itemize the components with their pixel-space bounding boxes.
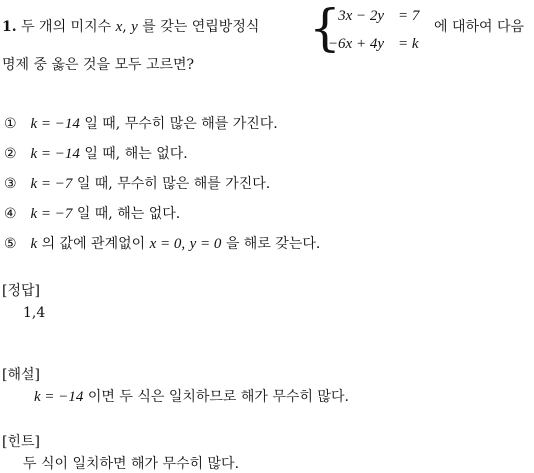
eq2-right: = k — [398, 36, 419, 52]
choice-text: 일 때, 해는 없다. — [76, 206, 181, 222]
answer-label: [정답] — [2, 283, 40, 299]
choice-4 — [4, 205, 180, 223]
choice-marker: ③ — [4, 176, 17, 192]
choice-condition: k = −7 — [30, 176, 73, 192]
answer-value: 1,4 — [23, 305, 46, 321]
problem-number: 1. — [2, 19, 17, 35]
choice-variable: k — [30, 236, 38, 252]
choice-2 — [4, 145, 188, 163]
stem-text-2: 를 갖는 연립방정식 — [142, 19, 260, 35]
choice-5 — [4, 235, 320, 253]
choice-marker: ② — [4, 146, 17, 162]
explanation-label: [해설] — [2, 367, 40, 383]
var-y: y — [131, 19, 138, 35]
explanation-text: 이면 두 식은 일치하므로 해가 무수히 많다. — [87, 389, 349, 405]
choice-condition: k = −14 — [30, 116, 80, 132]
problem-stem-line2: 명제 중 옳은 것을 모두 고르면? — [2, 57, 195, 73]
eq2-left: −6x + 4y — [327, 36, 384, 52]
choice-text: 일 때, 무수히 많은 해를 가진다. — [84, 116, 278, 132]
explanation-body — [34, 388, 349, 406]
eq1-right: = 7 — [398, 8, 420, 24]
var-x: x — [115, 19, 123, 35]
stem-text-3: 에 대하여 다음 — [434, 19, 525, 35]
hint-label: [힌트] — [2, 434, 40, 450]
hint-text: 두 식이 일치하면 해가 무수히 많다. — [23, 456, 240, 472]
choice-condition: k = −14 — [30, 146, 80, 162]
eq1-left: 3x − 2y — [338, 8, 384, 24]
choice-condition-b: y = 0 — [189, 236, 222, 252]
problem-stem-line1 — [2, 18, 259, 36]
choice-marker: ⑤ — [4, 236, 17, 252]
choice-1 — [4, 115, 278, 133]
choice-text-b: 을 해로 갖는다. — [225, 236, 321, 252]
left-brace: { — [309, 0, 341, 57]
var-comma: , — [122, 19, 127, 35]
choice-marker: ④ — [4, 206, 17, 222]
choice-marker: ① — [4, 116, 17, 132]
choice-text: 일 때, 무수히 많은 해를 가진다. — [76, 176, 271, 192]
explanation-condition: k = −14 — [34, 389, 84, 405]
choice-3 — [4, 175, 270, 193]
choice-text: 일 때, 해는 없다. — [84, 146, 188, 162]
choice-condition: k = −7 — [30, 206, 73, 222]
choice-condition-a: x = 0, — [149, 236, 186, 252]
stem-text-1: 두 개의 미지수 — [21, 19, 112, 35]
choice-text-a: 의 값에 관계없이 — [41, 236, 146, 252]
